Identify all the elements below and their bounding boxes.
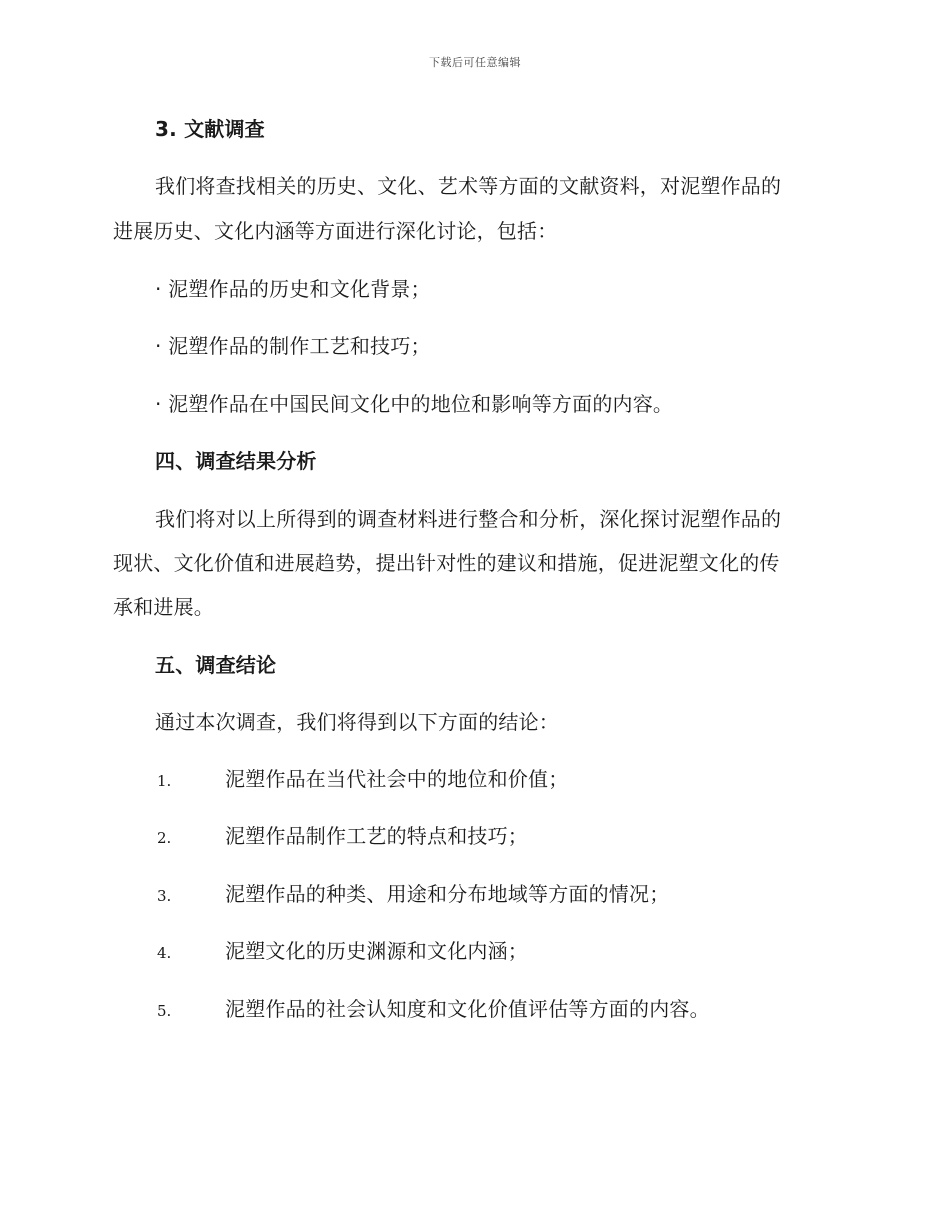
section-3-heading: 3. 文献调查 <box>155 117 265 141</box>
section-4-paragraph-line-1: 我们将对以上所得到的调查材料进行整合和分析，深化探讨泥塑作品的 <box>155 507 782 531</box>
page-header-note: 下载后可任意编辑 <box>429 56 521 69</box>
section-4-paragraph-line-3: 承和进展。 <box>113 595 214 619</box>
conclusion-item-text: 泥塑文化的历史渊源和文化内涵； <box>225 939 528 963</box>
section-4-paragraph-line-2: 现状、文化价值和进展趋势，提出针对性的建议和措施，促进泥塑文化的传 <box>113 551 780 575</box>
conclusion-item-text: 泥塑作品的种类、用途和分布地域等方面的情况； <box>225 882 670 906</box>
conclusion-item-number: 5. <box>157 1002 172 1020</box>
section-3-bullet-1: · 泥塑作品的历史和文化背景； <box>155 277 431 301</box>
conclusion-item-text: 泥塑作品制作工艺的特点和技巧； <box>225 824 528 848</box>
conclusion-item-text: 泥塑作品在当代社会中的地位和价值； <box>225 767 569 791</box>
section-3-paragraph-line-1: 我们将查找相关的历史、文化、艺术等方面的文献资料，对泥塑作品的 <box>155 174 782 198</box>
conclusion-item-number: 3. <box>157 887 172 905</box>
conclusion-item-text: 泥塑作品的社会认知度和文化价值评估等方面的内容。 <box>225 997 710 1021</box>
section-5-intro: 通过本次调查，我们将得到以下方面的结论： <box>155 710 559 734</box>
section-3-bullet-2: · 泥塑作品的制作工艺和技巧； <box>155 334 431 358</box>
section-3-paragraph-line-2: 进展历史、文化内涵等方面进行深化讨论，包括： <box>113 219 558 243</box>
conclusion-item-number: 4. <box>157 944 172 962</box>
conclusion-item-number: 1. <box>157 772 172 790</box>
section-5-heading: 五、调查结论 <box>155 653 277 677</box>
conclusion-item-number: 2. <box>157 829 172 847</box>
section-3-bullet-3: · 泥塑作品在中国民间文化中的地位和影响等方面的内容。 <box>155 392 674 416</box>
section-4-heading: 四、调查结果分析 <box>155 449 317 473</box>
